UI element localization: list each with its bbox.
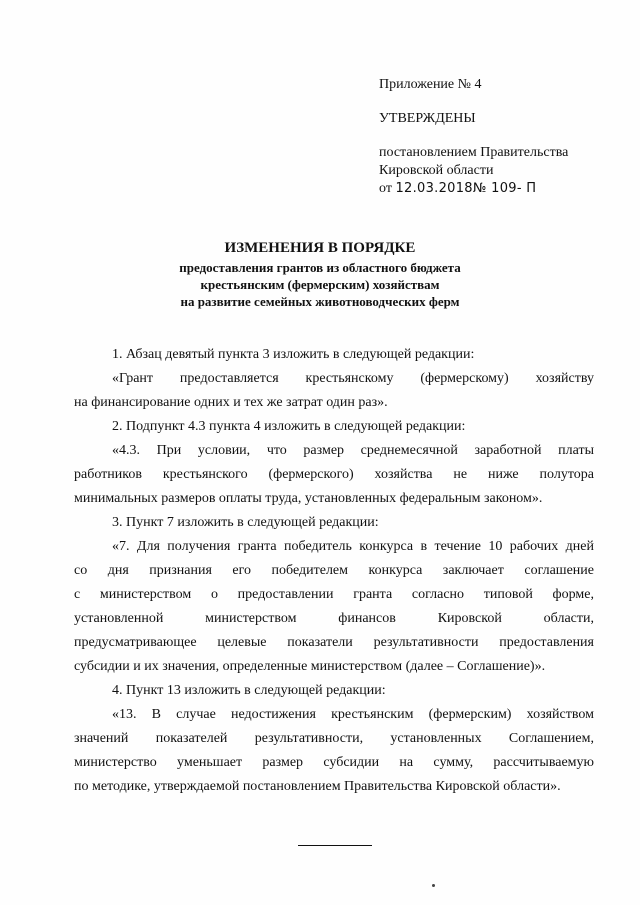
item-3-text-line: предусматривающее целевые показатели результативности предоставления	[74, 635, 594, 650]
scan-speck	[432, 884, 435, 887]
item-3-text-line: с министерством о предоставлении гранта согласно типовой форме,	[74, 587, 594, 602]
document-heading	[60, 240, 580, 310]
heading-subtitle-2: крестьянским (фермерским) хозяйствам	[200, 277, 440, 292]
decree-date-line	[379, 180, 619, 198]
item-4-text-line: «13. В случае недостижения крестьянским (фермерским) хозяйством	[112, 707, 594, 722]
item-3-text-line: «7. Для получения гранта победитель конкурса в течение 10 рабочих дней	[112, 539, 594, 554]
end-divider	[298, 845, 372, 846]
item-3-text-line: установленной министерством финансов Кировской области,	[74, 611, 594, 626]
item-3-title: 3. Пункт 7 изложить в следующей редакции:	[112, 515, 379, 530]
item-1-title: 1. Абзац девятый пункта 3 изложить в следующей редакции:	[112, 347, 475, 362]
appendix-number: Приложение № 4	[379, 77, 482, 92]
item-4-title: 4. Пункт 13 изложить в следующей редакции:	[112, 683, 386, 698]
decree-prefix: от	[379, 181, 392, 196]
item-2-text-line: работников крестьянского (фермерского) хозяйства не ниже полутора	[74, 467, 594, 482]
decree-line-2: Кировской области	[379, 163, 494, 178]
item-2-text-line: минимальных размеров оплаты труда, установленных федеральным законом».	[74, 491, 543, 506]
item-3-text-line: субсидии и их значения, определенные министерством (далее – Соглашение)».	[74, 659, 546, 674]
item-3-text-line: со дня признания его победителем конкурса заключает соглашение	[74, 563, 594, 578]
heading-subtitle-3: на развитие семейных животноводческих ферм	[180, 294, 460, 309]
item-1-text-line: «Грант предоставляется крестьянскому (фермерскому) хозяйству	[112, 371, 594, 386]
decree-line-1: постановлением Правительства	[379, 145, 569, 160]
item-2-title: 2. Подпункт 4.3 пункта 4 изложить в следующей редакции:	[112, 419, 466, 434]
decree-handwritten-number: 12.03.2018№ 109- П	[395, 181, 537, 196]
approval-block	[379, 76, 619, 198]
heading-subtitle-1: предоставления грантов из областного бюджета	[179, 260, 461, 275]
heading-title: ИЗМЕНЕНИЯ В ПОРЯДКЕ	[224, 240, 416, 256]
item-4-text-line: министерство уменьшает размер субсидии на сумму, рассчитываемую	[74, 755, 594, 770]
item-4-text-line: значений показателей результативности, установленных Соглашением,	[74, 731, 594, 746]
item-4-text-line: по методике, утверждаемой постановлением Правительства Кировской области».	[74, 779, 561, 794]
approved-stamp-text: УТВЕРЖДЕНЫ	[379, 111, 476, 126]
item-2-text-line: «4.3. При условии, что размер среднемесячной заработной платы	[112, 443, 594, 458]
item-1-text-line: на финансирование одних и тех же затрат один раз».	[74, 395, 388, 410]
document-body	[74, 343, 594, 799]
